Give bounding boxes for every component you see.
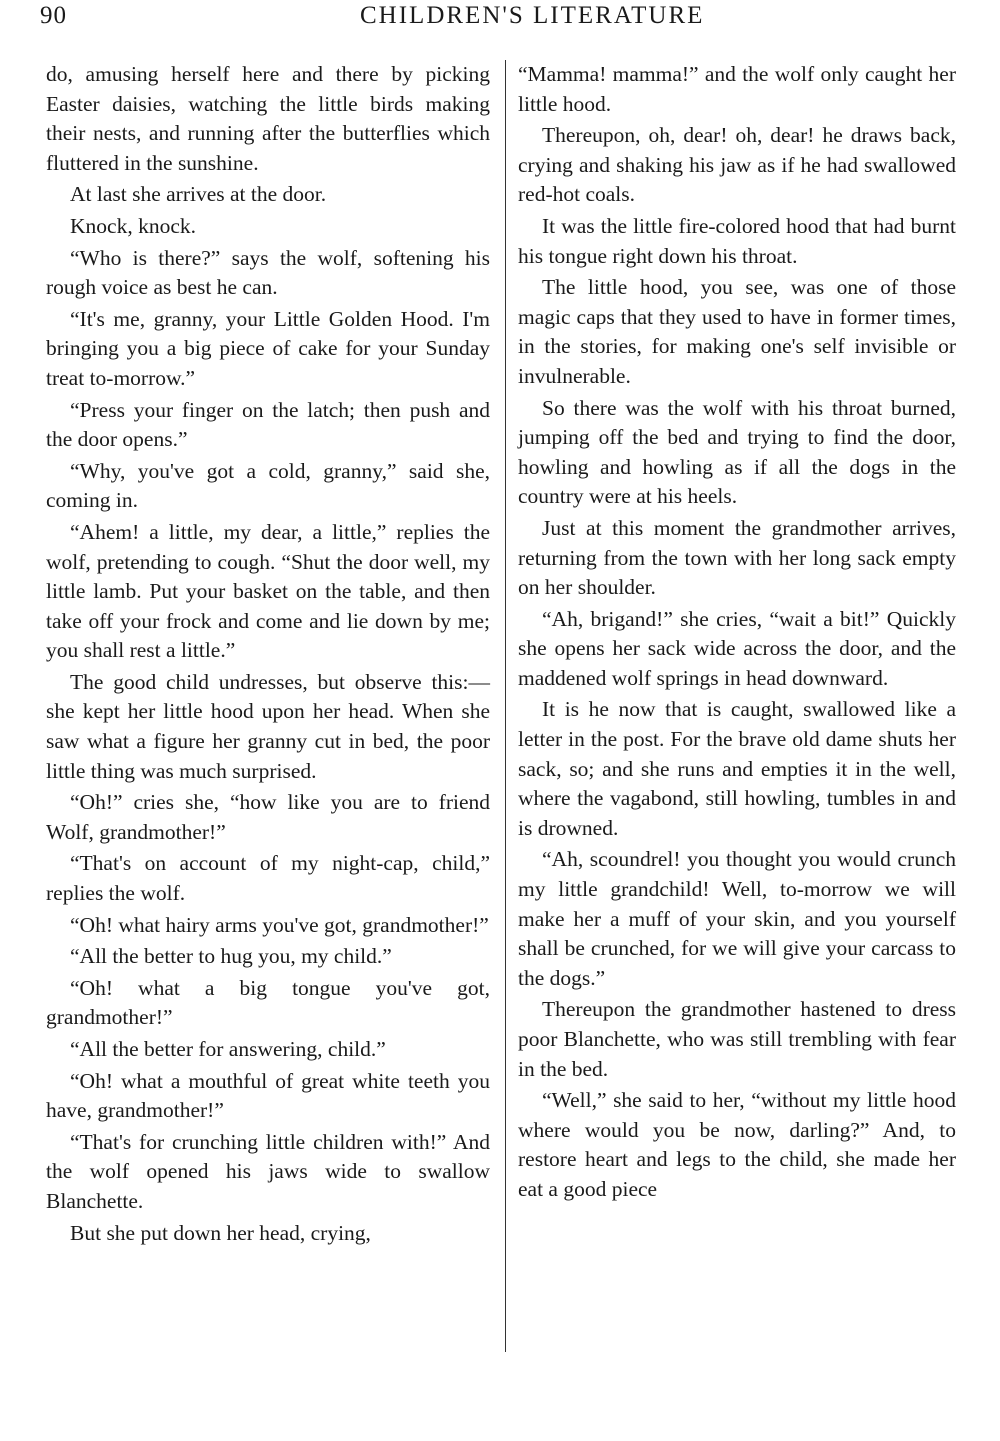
paragraph: “Who is there?” says the wolf, softening his rough voice as best he can.: [46, 245, 490, 300]
paragraph: “Press your finger on the latch; then push and the door opens.”: [46, 397, 490, 452]
paragraph: “Oh!” cries she, “how like you are to friend Wolf, grandmother!”: [46, 790, 490, 844]
paragraph: “Why, you've got a cold, granny,” said she, coming in.: [46, 458, 490, 513]
paragraph: “Oh! what a mouthful of great white teeth you have, grandmother!”: [46, 1068, 490, 1123]
paragraph: Thereupon, oh, dear! oh, dear! he draws back, crying and shaking his jaw as if he had swallowed red-hot coals.: [518, 123, 956, 207]
paragraph: “Oh! what hairy arms you've got, grandmother!”: [70, 912, 489, 937]
paragraph: do, amusing herself here and there by picking Easter daisies, watching the little birds making their nests, and running after the butterflies which fluttered in the sunshine.: [46, 62, 490, 175]
paragraph: “Oh! what a big tongue you've got, grandmother!”: [46, 975, 490, 1030]
running-head: CHILDREN'S LITERATURE: [360, 2, 705, 29]
paragraph: Thereupon the grandmother hastened to dress poor Blanchette, who was still trembling with fear in the bed.: [518, 997, 956, 1081]
paragraph: “Mamma! mamma!” and the wolf only caught her little hood.: [518, 62, 956, 116]
column-divider: [505, 60, 506, 1352]
paragraph: But she put down her head, crying,: [70, 1220, 371, 1245]
paragraph: “It's me, granny, your Little Golden Hood. I'm bringing you a big piece of cake for your Sunday treat to-morrow.”: [46, 306, 490, 390]
right-column: [518, 60, 956, 1205]
paragraph: It was the little fire-colored hood that had burnt his tongue right down his throat.: [518, 213, 956, 268]
paragraph: Just at this moment the grandmother arrives, returning from the town with her long sack empty on her shoulder.: [518, 515, 956, 600]
paragraph: “Well,” she said to her, “without my little hood where would you be now, darling?” And, to restore heart and legs to the child, she made her eat a good piece: [518, 1088, 956, 1201]
paragraph: “That's for crunching little children with!” And the wolf opened his jaws wide to swallow Blanchette.: [46, 1129, 490, 1213]
paragraph: “Ahem! a little, my dear, a little,” replies the wolf, pretending to cough. “Shut the door well, my little lamb. Put your basket on the table, and then take off your frock and come and lie down by me; you shall rest a little.”: [46, 519, 490, 663]
paragraph: “All the better for answering, child.”: [70, 1037, 386, 1061]
paragraph: “All the better to hug you, my child.”: [70, 944, 392, 969]
paragraph: “Ah, scoundrel! you thought you would crunch my little grandchild! Well, to-morrow we will make her a muff of your skin, and you yourself shall be crunched, for we will give your carcass to the dogs.”: [518, 847, 956, 990]
paragraph: The little hood, you see, was one of those magic caps that they used to have in former times, in the stories, for making one's self invisible or invulnerable.: [518, 275, 956, 388]
page-number: 90: [40, 2, 67, 29]
paragraph: The good child undresses, but observe this:—she kept her little hood upon her head. When she saw what a figure her granny cut in bed, the poor little thing was much surprised.: [46, 669, 490, 783]
page-header: [40, 2, 960, 36]
paragraph: “That's on account of my night-cap, child,” replies the wolf.: [46, 851, 490, 906]
paragraph: “Ah, brigand!” she cries, “wait a bit!” Quickly she opens her sack wide across the door, and the maddened wolf springs in head downward.: [518, 606, 956, 690]
paragraph: So there was the wolf with his throat burned, jumping off the bed and trying to find the door, howling and howling as if all the dogs in the country were at his heels.: [518, 395, 956, 509]
paragraph: Knock, knock.: [70, 213, 196, 238]
paragraph: At last she arrives at the door.: [70, 182, 327, 207]
left-column: [46, 60, 490, 1248]
paragraph: It is he now that is caught, swallowed like a letter in the post. For the brave old dame shuts her sack, so; and she runs and empties it in the well, where the vagabond, still howling, tumbles in and is drowned.: [518, 697, 956, 840]
